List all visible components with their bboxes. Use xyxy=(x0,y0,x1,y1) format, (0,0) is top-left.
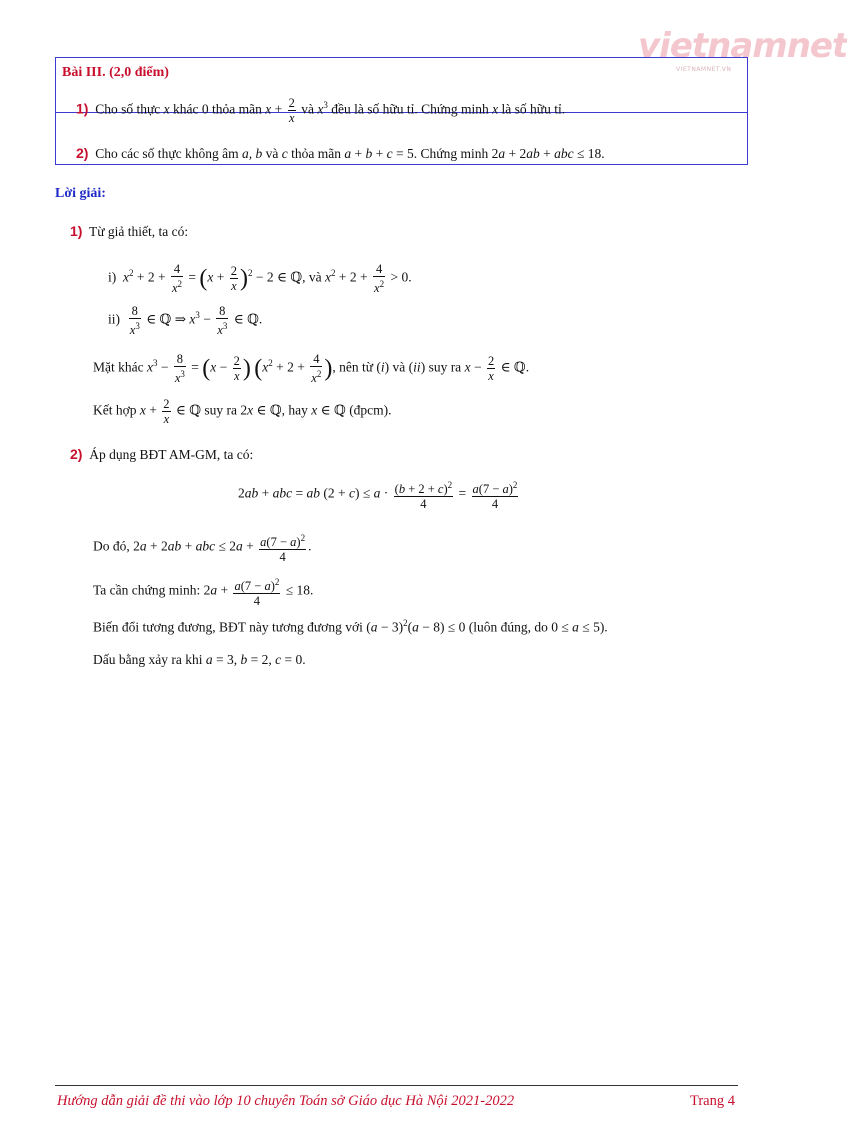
part2-hence: Do đó, 2a + 2ab + abc ≤ 2a + $\frac{a(7 - a)^2}{4}$ . xyxy=(93,533,312,565)
part1-item-i: i) $x^2 + 2$ + $\frac{4}{x^2}$ = (x + $\frac{2}{x}$ )$^2$ − 2 ∈ ℚ, và $x^2 + 2$ + $\frac{4}{x^2}$ > 0. xyxy=(108,262,412,296)
footer-divider xyxy=(55,1085,738,1086)
part2-transform: Biến đổi tương đương, BĐT này tương đương với $(a - 3)^2(a - 8) \le 0$ (luôn đúng, do 0 ≤ a ≤ 5). xyxy=(93,618,608,635)
solution-title: Lời giải: xyxy=(55,186,106,201)
watermark-logo: vietnamnet xyxy=(638,26,847,66)
problem-item-2-number: 2) xyxy=(76,145,89,161)
part2-amgm: 2ab + abc = ab (2 + c) ≤ a · $\frac{(b + 2 + c)^2}{4}$ = $\frac{a(7 - a)^2}{4}$ xyxy=(238,480,518,512)
part1-combine: Kết hợp x + $\frac{2}{x}$ ∈ ℚ suy ra 2x ∈ ℚ, hay x ∈ ℚ (đpcm). xyxy=(93,397,392,426)
problem-title: Bài III. (2,0 điểm) xyxy=(62,65,169,80)
part2-need: Ta cần chứng minh: 2a + $\frac{a(7 - a)^2}{4}$ ≤ 18. xyxy=(93,577,314,609)
part1-item-ii: ii) $\frac{8}{x^3}$ ∈ ℚ ⇒ $x^3$ − $\frac{8}{x^3}$ ∈ ℚ. xyxy=(108,304,263,338)
part1-intro: 1) Từ giả thiết, ta có: xyxy=(70,223,189,239)
problem-item-2: 2) Cho các số thực không âm a, b và c thỏa mãn a + b + c = 5. Chứng minh 2a + 2ab + abc ≤ 18. xyxy=(76,145,605,161)
part2-intro: 2) Áp dụng BĐT AM-GM, ta có: xyxy=(70,446,254,462)
footer-title: Hướng dẫn giải đề thi vào lớp 10 chuyên Toán sở Giáo dục Hà Nội 2021-2022 xyxy=(57,1093,515,1109)
problem-item-1: 1) Cho số thực x khác 0 thỏa mãn x + $\frac{2}{x}$ và $x^3$ đều là số hữu tỉ. Chứng minh x là số hữu tỉ. xyxy=(76,96,566,125)
part1-other: Mặt khác $x^3$ − $\frac{8}{x^3}$ = (x − $\frac{2}{x}$ ) ($x^2 + 2$ + $\frac{4}{x^2}$ ), nên từ (i) và (ii) suy ra x − $\frac{2}{x}$ ∈ ℚ. xyxy=(93,352,530,386)
page-number: Trang 4 xyxy=(690,1093,735,1109)
problem-item-1-number: 1) xyxy=(76,100,89,117)
part2-equality: Dấu bằng xảy ra khi a = 3, b = 2, c = 0. xyxy=(93,652,306,667)
watermark-sub: VIETNAMNET.VN xyxy=(676,66,732,73)
